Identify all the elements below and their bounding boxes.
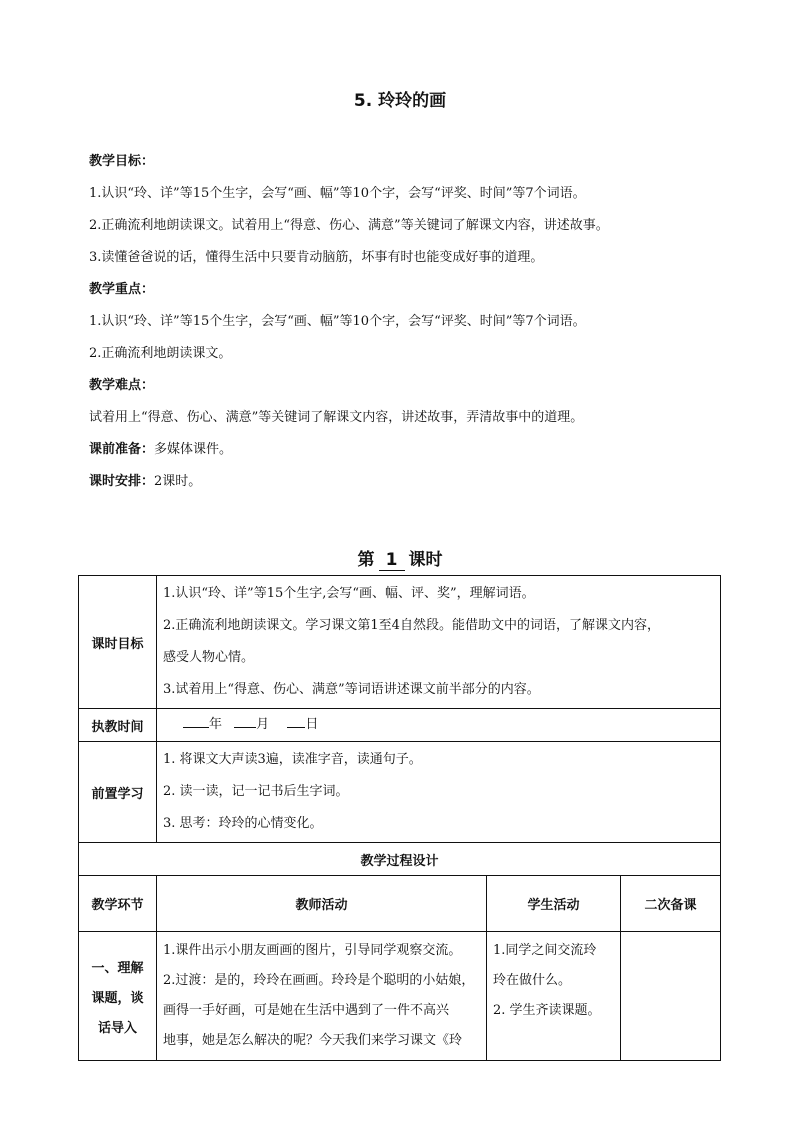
goal-row <box>79 576 721 709</box>
pre-study-item: 1. 将课文大声读3遍，读准字音，读通句子。 <box>163 752 422 767</box>
teacher-header: 教师活动 <box>157 876 487 932</box>
stage-line: 课题，谈 <box>91 990 144 1006</box>
pre-study-label: 前置学习 <box>79 742 157 843</box>
month-label: 月 <box>256 717 270 732</box>
stage-cell <box>79 932 157 1061</box>
goal-item: 1.认识“玲、详”等15个生字，会写“画、幅”等10个字，会写“评奖、时间”等7个词语。 <box>89 186 586 201</box>
student-activity-cell <box>487 932 621 1061</box>
pre-study-item: 3. 思考：玲玲的心情变化。 <box>163 816 323 831</box>
preparation-label: 课前准备： <box>89 442 155 457</box>
teacher-activity-line: 1.课件出示小朋友画画的图片，引导同学观察交流。 <box>163 943 462 958</box>
time-content <box>157 709 721 742</box>
goal-line: 3.试着用上“得意、伤心、满意”等词语讲述课文前半部分的内容。 <box>163 682 540 697</box>
lesson-prefix: 第 <box>357 550 375 570</box>
process-title-row <box>79 843 721 876</box>
lesson-suffix: 课时 <box>408 550 443 570</box>
student-activity-line: 2. 学生齐读课题。 <box>493 1003 601 1018</box>
day-blank <box>287 727 305 728</box>
goal-line: 感受人物心情。 <box>163 650 255 665</box>
teacher-activity-line: 2.过渡：是的，玲玲在画画。玲玲是个聪明的小姑娘， <box>163 973 475 988</box>
teacher-activity-line: 画得一手好画，可是她在生活中遇到了一件不高兴 <box>163 1003 450 1018</box>
goal-line: 2.正确流利地朗读课文。学习课文第1至4自然段。能借助文中的词语，了解课文内容， <box>163 618 660 633</box>
pre-study-content <box>157 742 721 843</box>
year-label: 年 <box>209 717 223 732</box>
preparation-line <box>89 438 232 457</box>
student-header: 学生活动 <box>487 876 621 932</box>
student-activity-line: 玲在做什么。 <box>493 973 572 988</box>
schedule-line <box>89 470 201 489</box>
document-title: 5. 玲玲的画 <box>353 91 447 111</box>
process-title: 教学过程设计 <box>79 843 721 876</box>
day-label: 日 <box>305 717 319 732</box>
student-activity-line: 1.同学之间交流玲 <box>493 943 597 958</box>
month-blank <box>234 727 256 728</box>
goal-content <box>157 576 721 709</box>
key-point-item: 1.认识“玲、详”等15个生字，会写“画、幅”等10个字，会写“评奖、时间”等7个词语。 <box>89 314 586 329</box>
difficulty-text: 试着用上“得意、伤心、满意”等关键词了解课文内容，讲述故事，弄清故事中的道理。 <box>89 410 584 425</box>
process-row <box>79 932 721 1061</box>
key-point-item: 2.正确流利地朗读课文。 <box>89 346 232 361</box>
schedule-value: 2课时。 <box>154 474 202 489</box>
teacher-activity-cell <box>157 932 487 1061</box>
column-header-row <box>79 876 721 932</box>
goal-line: 1.认识“玲、详”等15个生字,会写“画、幅、评、奖”，理解词语。 <box>163 586 535 601</box>
stage-line: 一、理解 <box>91 960 144 976</box>
schedule-label: 课时安排： <box>89 474 155 489</box>
second-prep-cell <box>621 932 721 1061</box>
goal-item: 2.正确流利地朗读课文。试着用上“得意、伤心、满意”等关键词了解课文内容，讲述故事。 <box>89 218 609 233</box>
time-label: 执教时间 <box>79 709 157 742</box>
teacher-activity-line: 地事，她是怎么解决的呢？今天我们来学习课文《玲 <box>163 1033 463 1048</box>
goal-item: 3.读懂爸爸说的话，懂得生活中只要肯动脑筋，坏事有时也能变成好事的道理。 <box>89 250 544 265</box>
preparation-value: 多媒体课件。 <box>154 442 233 457</box>
difficulty-heading: 教学难点： <box>89 378 155 393</box>
year-blank <box>183 727 209 728</box>
pre-study-row <box>79 742 721 843</box>
stage-header: 教学环节 <box>79 876 157 932</box>
lesson-number: 1 <box>379 550 405 571</box>
goals-heading: 教学目标： <box>89 154 155 169</box>
second-prep-header: 二次备课 <box>621 876 721 932</box>
goal-label: 课时目标 <box>79 576 157 709</box>
pre-study-item: 2. 读一读，记一记书后生字词。 <box>163 784 349 799</box>
stage-line: 话导入 <box>97 1020 137 1036</box>
lesson-plan-table <box>78 575 721 1061</box>
key-points-heading: 教学重点： <box>89 282 155 297</box>
time-row <box>79 709 721 742</box>
lesson-heading <box>0 545 800 571</box>
